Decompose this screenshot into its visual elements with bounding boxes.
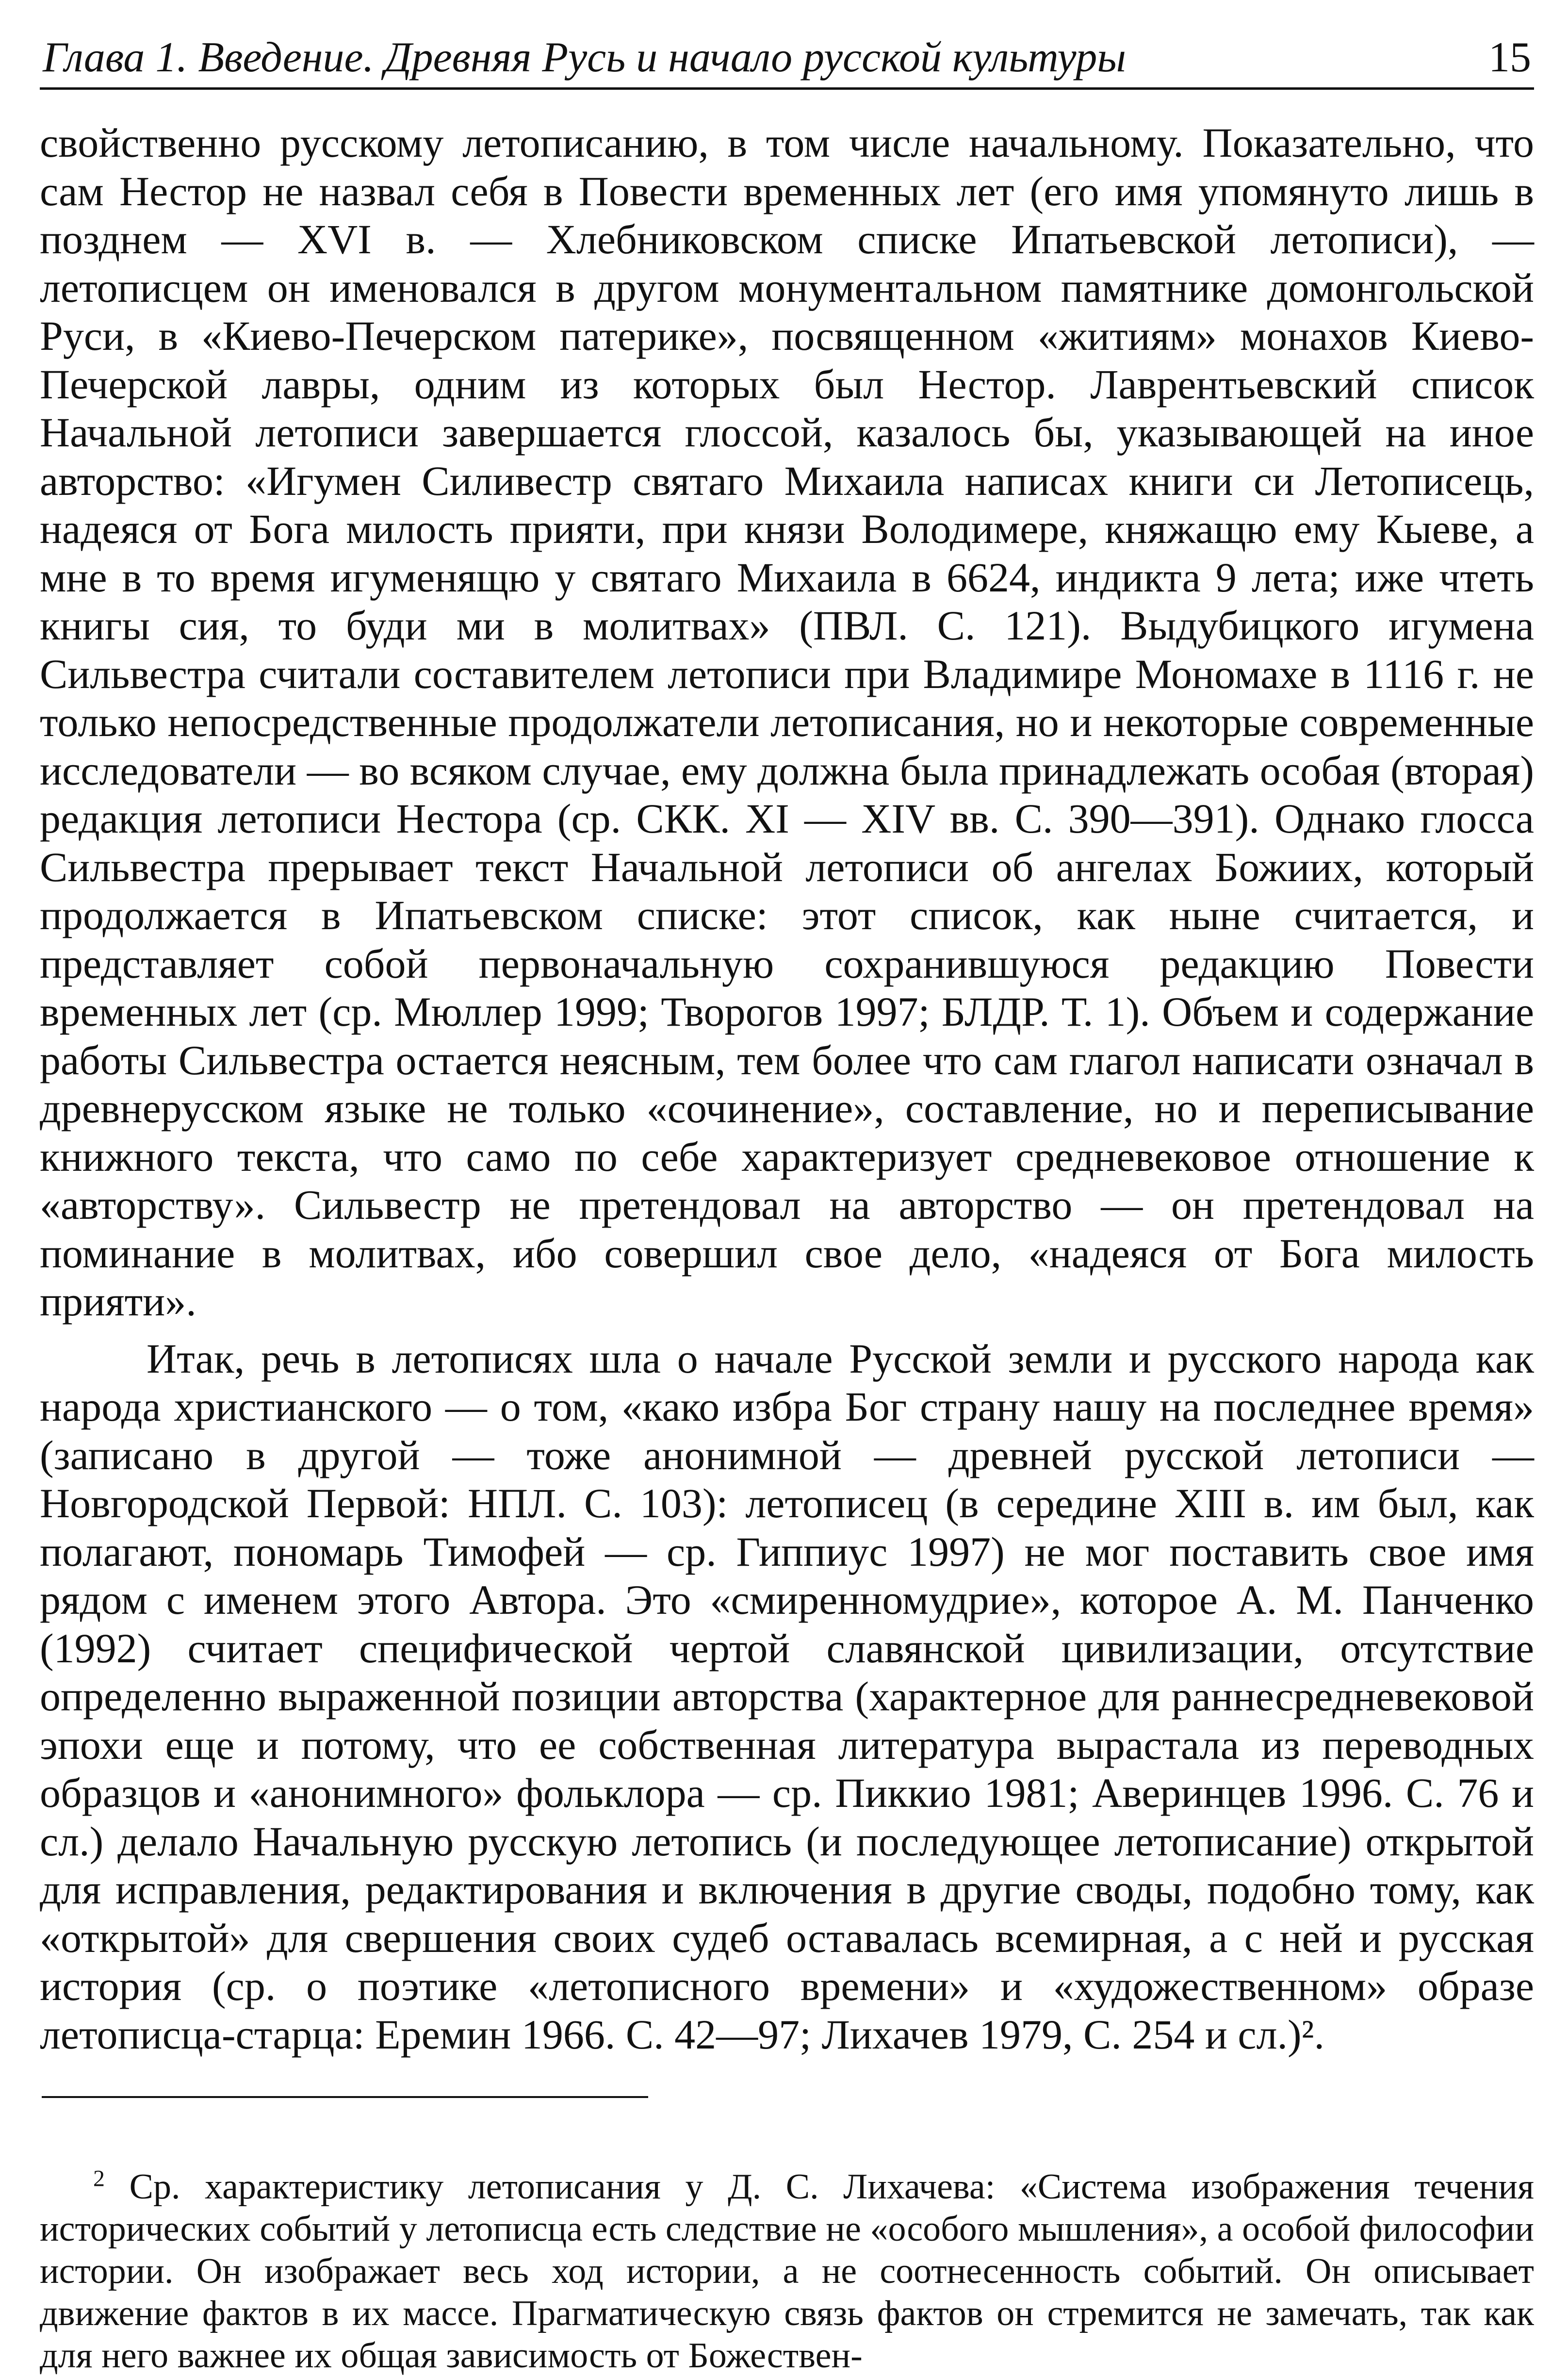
footnote-text: Ср. характеристику летописания у Д. С. Лихачева: «Система изображения течения исторических событий у летописца есть следствие не «особого мышления», а особой философии истории. Он изображает весь ход истории, а не соотнесенность событий. Он описывает движение фактов в их массе. Прагматическую связь фактов он стремится не замечать, так как для него важнее их общая зависимость от Божествен- [40,2167,1534,2376]
paragraph-2: Итак, речь в летописях шла о начале Русской земли и русского народа как народа христианского — о том, «како избра Бог страну нашу на последнее время» (записано в другой — тоже анонимной — древней русской летописи — Новгородской Первой: НПЛ. С. 103): летописец (в середине XIII в. им был, как полагают, пономарь Тимофей — ср. Гиппиус 1997) не мог поставить свое имя рядом с именем этого Автора. Это «смиренномудрие», которое А. М. Панченко (1992) считает специфической чертой славянской цивилизации, отсутствие определенно выраженной позиции авторства (характерное для раннесредневековой эпохи еще и потому, что ее собственная литература вырастала из переводных образцов и «анонимного» фольклора — ср. Пиккио 1981; Аверинцев 1996. С. 76 и сл.) делало Начальную русскую летопись (и последующее летописание) открытой для исправления, редактирования и включения в другие своды, подобно тому, как «открытой» для свершения своих судеб оставалась всемирная, а с ней и русская история (ср. о поэтике «летописного времени» и «художественном» образе летописца-старца: Еремин 1966. С. 42—97; Лихачев 1979, С. 254 и сл.)². [40,1335,1534,2058]
running-head [40,29,1534,90]
footnote [40,2166,1534,2377]
page-number: 15 [1488,34,1531,81]
main-text [40,119,1534,2059]
chapter-title: Глава 1. Введение. Древняя Русь и начало русской культуры [43,34,1126,81]
book-page [40,29,1534,2376]
paragraph-1: свойственно русскому летописанию, в том числе начальному. Показательно, что сам Нестор не назвал себя в Повести временных лет (его имя упомянуто лишь в позднем — XVI в. — Хлебниковском списке Ипатьевской летописи), — летописцем он именовался в другом монументальном памятнике домонгольской Руси, в «Киево-Печерском патерике», посвященном «житиям» монахов Киево-Печерской лавры, одним из которых был Нестор. Лаврентьевский список Начальной летописи завершается глоссой, казалось бы, указывающей на иное авторство: «Игумен Силивестр святаго Михаила написах книги си Летописець, надеяся от Бога милость прияти, при князи Володимере, княжащю ему Кыеве, а мне в то время игуменящю у святаго Михаила в 6624, индикта 9 лета; иже чтеть книгы сия, то буди ми в молитвах» (ПВЛ. С. 121). Выдубицкого игумена Сильвестра считали составителем летописи при Владимире Мономахе в 1116 г. не только непосредственные продолжатели летописания, но и некоторые современные исследователи — во всяком случае, ему должна была принадлежать особая (вторая) редакция летописи Нестора (ср. СКК. XI — XIV вв. С. 390—391). Однако глосса Сильвестра прерывает текст Начальной летописи об ангелах Божиих, который продолжается в Ипатьевском списке: этот список, как ныне считается, и представляет собой первоначальную сохранившуюся редакцию Повести временных лет (ср. Мюллер 1999; Творогов 1997; БЛДР. Т. 1). Объем и содержание работы Сильвестра остается неясным, тем более что сам глагол написати означал в древнерусском языке не только «сочинение», составление, но и переписывание книжного текста, что само по себе характеризует средневековое отношение к «авторству». Сильвестр не претендовал на авторство — он претендовал на поминание в молитвах, ибо совершил свое дело, «надеяся от Бога милость прияти». [40,119,1534,1325]
footnote-marker: 2 [93,2165,105,2192]
footnote-divider [42,2096,648,2098]
